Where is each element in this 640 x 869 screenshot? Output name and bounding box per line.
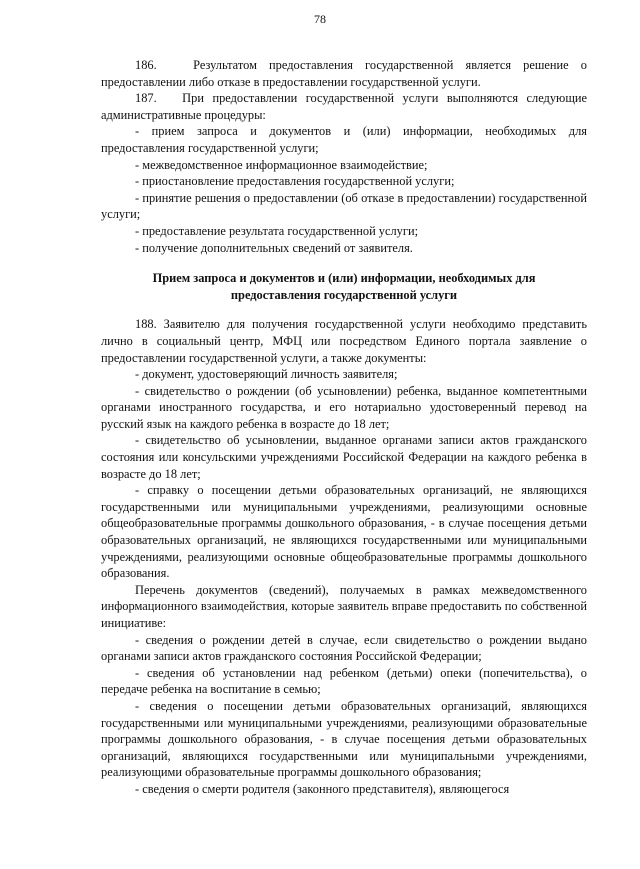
list-item: - сведения о рождении детей в случае, если свидетельство о рождении выдано органами записи актов гражданского состояния Российской Федерации; <box>101 632 587 664</box>
paragraph-186: 186. Результатом предоставления государственной является решение о предоставлении либо отказе в предоставлении государственной услуги. <box>101 58 587 89</box>
list-item: - сведения об установлении над ребенком (детьми) опеки (попечительства), о передаче ребенка на воспитание в семью; <box>101 665 587 697</box>
documents-list <box>101 366 587 582</box>
list-item: - предоставление результата государственной услуги; <box>135 223 419 238</box>
interagency-list <box>101 632 587 798</box>
list-item: - прием запроса и документов и (или) информации, необходимых для предоставления государственной услуги; <box>101 124 587 155</box>
list-item: - сведения о смерти родителя (законного представителя), являющегося <box>135 781 510 796</box>
list-item: - свидетельство о рождении (об усыновлении) ребенка, выданное компетентными органами иностранного государства, и его нотариально удостоверенный перевод на русский язык на каждого ребенка в возрасте до 18 лет; <box>101 383 587 431</box>
list-item: - сведения о посещении детьми образовательных организаций, являющихся государственными или муниципальными учреждениями, реализующими образовательные программы дошкольного образования, - в случае посещения детьми образовательных организаций, являющихся государственными или муниципальными учреждениями, реализующими образовательные программы дошкольного образования; <box>101 698 587 780</box>
procedures-list <box>101 123 587 256</box>
paragraph-interagency-intro: Перечень документов (сведений), получаемых в рамках межведомственного информационного взаимодействия, которые заявитель вправе предоставить по собственной инициативе: <box>101 582 587 630</box>
list-item: - свидетельство об усыновлении, выданное органами записи актов гражданского состояния или консульскими учреждениями Российской Федерации на каждого ребенка в возрасте до 18 лет; <box>101 433 587 481</box>
document-body <box>101 57 587 798</box>
heading-line: предоставления государственной услуги <box>230 287 458 302</box>
page-number: 78 <box>314 12 326 26</box>
paragraph-187: 187. При предоставлении государственной услуги выполняются следующие административные процедуры: <box>101 91 587 122</box>
list-item: - принятие решения о предоставлении (об отказе в предоставлении) государственной услуги; <box>101 190 587 222</box>
list-item: - справку о посещении детьми образовательных организаций, не являющихся государственными или муниципальными учреждениями, реализующими основные общеобразовательные программы дошкольного образования, - в случае посещения детьми образовательных организаций, не являющихся государственными или муниципальными учреждениями, реализующими основные общеобразовательные программы дошкольного образования. <box>101 483 587 581</box>
list-item: - межведомственное информационное взаимодействие; <box>135 157 428 172</box>
list-item: - документ, удостоверяющий личность заявителя; <box>135 367 398 382</box>
list-item: - приостановление предоставления государственной услуги; <box>135 174 455 189</box>
paragraph-188: 188. Заявителю для получения государственной услуги необходимо представить лично в социальный центр, МФЦ или посредством Единого портала заявление о предоставлении государственной услуги, а также документы: <box>101 317 587 365</box>
list-item: - получение дополнительных сведений от заявителя. <box>135 240 413 255</box>
heading-line: Прием запроса и документов и (или) информации, необходимых для <box>152 271 536 286</box>
section-heading <box>101 270 587 303</box>
